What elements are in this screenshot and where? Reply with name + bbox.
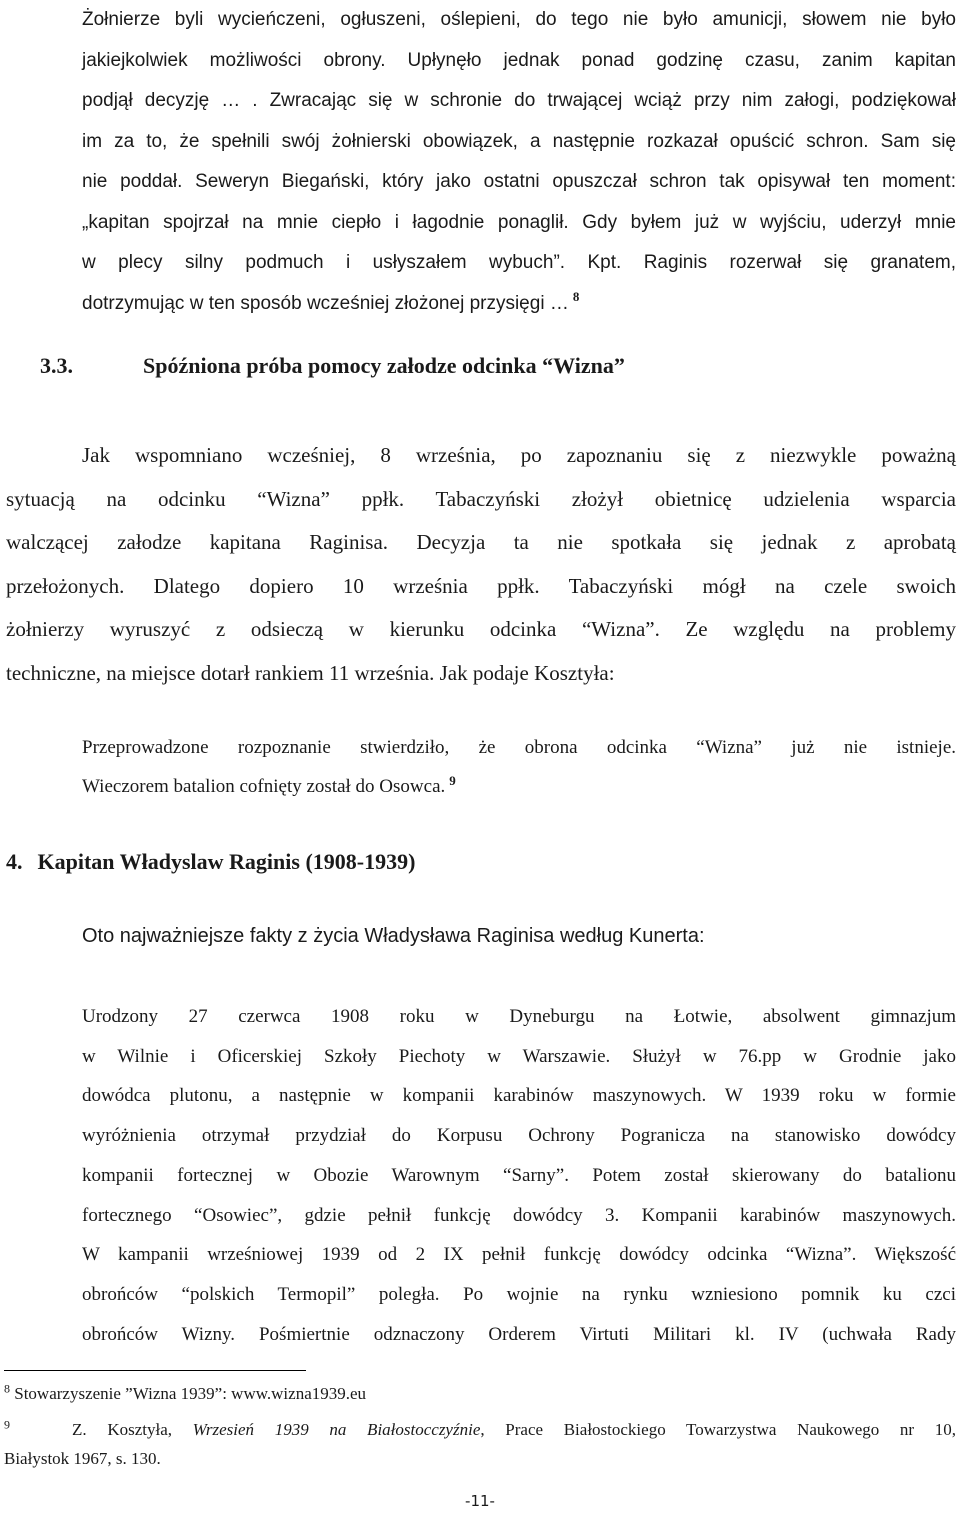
text-line: żołnierzy wyruszyć z odsieczą w kierunku odcinka “Wizna”. Ze względu na problemy (6, 617, 956, 641)
footnote-9 (4, 1415, 956, 1473)
text-line: wyróżnienia otrzymał przydział do Korpusu Ochrony Pogranicza na stanowisko dowódcy (82, 1125, 956, 1147)
biography-paragraph (82, 997, 956, 1354)
text-line-content: Wieczorem batalion cofnięty został do Osowca. (82, 776, 446, 797)
footnote-reference[interactable]: 9 (449, 772, 456, 788)
text-line: Jak wspomniano wcześniej, 8 września, po zapoznaniu się z niezwykle poważną (82, 443, 956, 467)
footnote-text: Stowarzyszenie ”Wizna 1939”: www.wizna1939.eu (14, 1384, 367, 1403)
paragraph-schron (82, 0, 956, 324)
footnote-publisher: , Prace Białostockiego Towarzystwa Naukowego nr 10, (480, 1420, 957, 1439)
section-number: 3.3. (40, 353, 73, 378)
text-line: „kapitan spojrzał na mnie ciepło i łagodnie ponaglił. Gdy byłem już w wyjściu, uderzył mnie (82, 211, 956, 233)
section-title: Spóźniona próba pomocy załodze odcinka “Wizna” (143, 353, 625, 378)
section-heading-3-3 (40, 353, 625, 379)
text-line: Przeprowadzone rozpoznanie stwierdziło, że obrona odcinka “Wizna” już nie istnieje. (82, 737, 956, 758)
footnote-8 (4, 1381, 367, 1404)
text-line: Żołnierze byli wycieńczeni, ogłuszeni, oślepieni, do tego nie było amunicji, słowem nie było (82, 9, 956, 30)
text-line: fortecznego “Osowiec”, gdzie pełnił funkcję dowódcy 3. Kompanii karabinów maszynowych. (82, 1204, 956, 1226)
footnote-author: Z. Kosztyła, (72, 1420, 172, 1439)
intro-line: Oto najważniejsze fakty z życia Władysława Raginisa według Kunerta: (82, 925, 705, 947)
text-line: Urodzony 27 czerwca 1908 roku w Dyneburgu na Łotwie, absolwent gimnazjum (82, 1006, 956, 1027)
text-line: W kampanii wrześniowej 1939 od 2 IX pełnił funkcję dowódcy odcinka “Wizna”. Większość (82, 1244, 956, 1266)
footnote-marker: 8 (4, 1381, 10, 1396)
text-line: dowódca plutonu, a następnie w kompanii karabinów maszynowych. W 1939 roku w formie (82, 1085, 956, 1107)
section-title: Kapitan Władyslaw Raginis (1908-1939) (37, 849, 416, 874)
text-line: obrońców Wizny. Pośmiertnie odznaczony Orderem Virtuti Militari kl. IV (uchwała Rady (82, 1323, 956, 1345)
text-line: techniczne, na miejsce dotarł rankiem 11 września. Jak podaje Kosztyła: (6, 660, 615, 685)
section-number: 4. (6, 849, 23, 874)
section-heading-4 (6, 849, 415, 875)
footnote-book-title: Wrzesień 1939 na Białostocczyźnie (192, 1420, 481, 1439)
block-quote (82, 728, 956, 806)
text-line: nie poddał. Seweryn Biegański, który jako ostatni opuszczał schron tak opisywał ten moment: (82, 171, 956, 192)
text-line-content: dotrzymując w ten sposób wcześniej złożonej przysięgi … (82, 292, 569, 314)
text-line: obrońców “polskich Termopil” poległa. Po wojnie na rynku wzniesiono pomnik ku czci (82, 1283, 956, 1305)
text-line: sytuacją na odcinku “Wizna” ppłk. Tabaczyński złożył obietnicę udzielenia wsparcia (6, 486, 956, 511)
text-line: jakiejkolwiek możliwości obrony. Upłynęło jednak ponad godzinę czasu, zanim kapitan (82, 49, 956, 71)
text-line: podjął decyzję … . Zwracając się w schronie do trwającej wciąż przy nim załogi, podziękował (82, 90, 956, 111)
page-number: -11- (465, 1492, 495, 1510)
text-line (82, 767, 956, 806)
text-line: im za to, że spełnili swój żołnierski obowiązek, a następnie rozkazał opuścić schron. Sam się (82, 130, 956, 152)
text-line: kompanii fortecznej w Obozie Warownym “Sarny”. Potem został skierowany do batalionu (82, 1164, 956, 1186)
footnote-line (4, 1415, 956, 1444)
footnote-divider (4, 1370, 306, 1371)
text-line: w Wilnie i Oficerskiej Szkoły Piechoty w Warszawie. Służył w 76.pp w Grodnie jako (82, 1045, 956, 1067)
text-line: przełożonych. Dlatego dopiero 10 września ppłk. Tabaczyński mógł na czele swoich (6, 573, 956, 598)
footnote-line: Białystok 1967, s. 130. (4, 1449, 161, 1468)
footnote-reference[interactable]: 8 (572, 289, 580, 305)
text-line: walczącej załodze kapitana Raginisa. Decyzja ta nie spotkała się jednak z aprobatą (6, 530, 956, 554)
text-line (82, 284, 956, 325)
footnote-marker: 9 (4, 1417, 10, 1432)
paragraph-odsiecz (6, 434, 956, 695)
text-line: w plecy silny podmuch i usłyszałem wybuch”. Kpt. Raginis rozerwał się granatem, (82, 252, 956, 273)
